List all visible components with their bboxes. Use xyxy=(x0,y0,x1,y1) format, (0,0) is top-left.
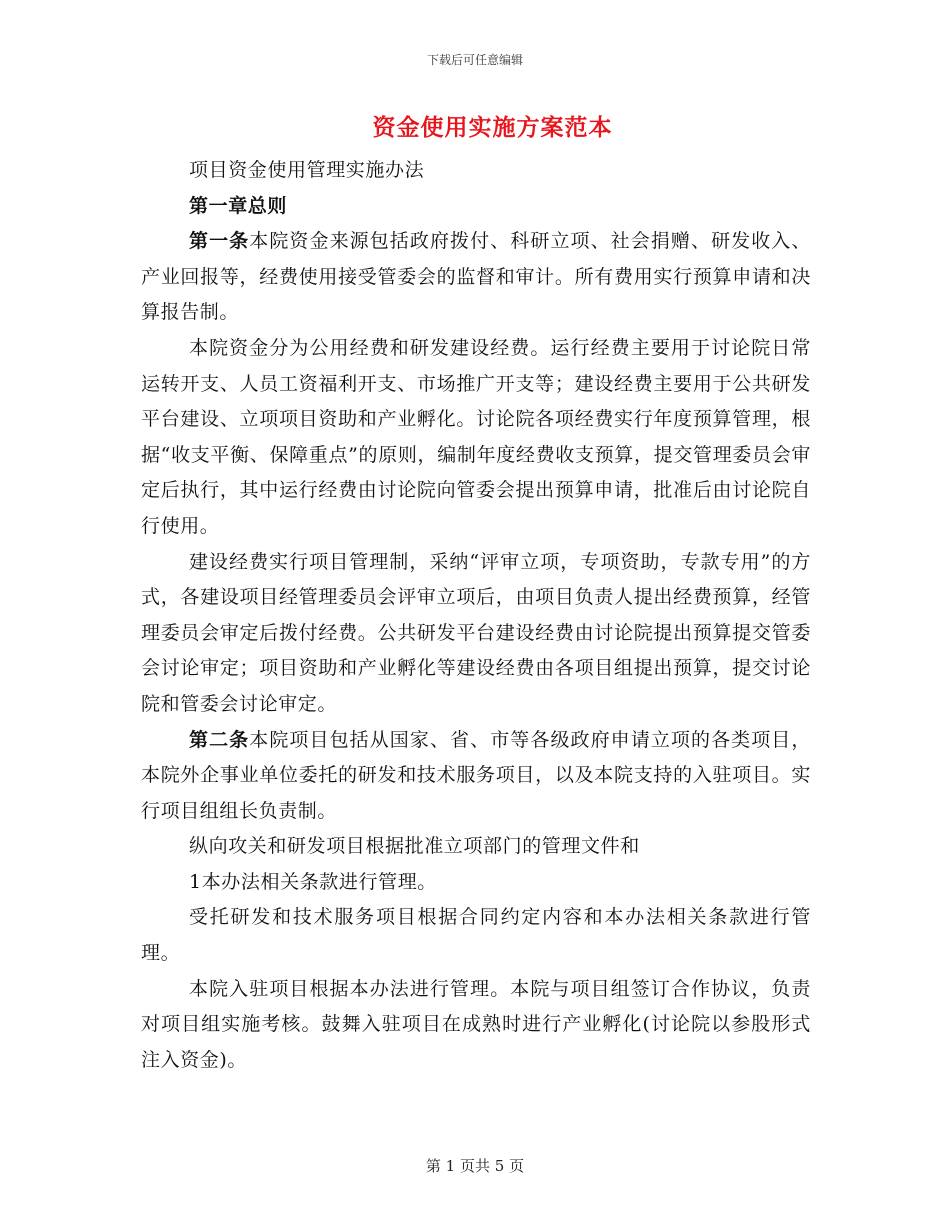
chapter-heading: 第一章总则 xyxy=(189,194,288,217)
article-2-text: 本院项目包括从国家、省、市等各级政府申请立项的各类项目，本院外企事业单位委托的研发和技术服务项目，以及本院支持的入驻项目。实行项目组组长负责制。 xyxy=(141,728,811,822)
article-2-label: 第二条 xyxy=(189,728,250,751)
construction-funds-paragraph: 建设经费实行项目管理制，采纳“评审立项，专项资助，专款专用”的方式，各建设项目经管理委员会评审立项后，由项目负责人提出经费预算，经管理委员会审定后拨付经费。公共研发平台建设经费由讨论院提出预算提交管委会讨论审定；项目资助和产业孵化等建设经费由各项目组提出预算，提交讨论院和管委会讨论审定。 xyxy=(141,550,811,715)
document-title: 资金使用实施方案范本 xyxy=(372,114,613,141)
document-body xyxy=(141,153,811,1078)
document-subtitle: 项目资金使用管理实施办法 xyxy=(189,159,425,181)
page-header-note: 下载后可任意编辑 xyxy=(426,53,523,67)
vertical-projects-paragraph: 纵向攻关和研发项目根据批准立项部门的管理文件和 xyxy=(189,835,640,858)
article-1-text: 本院资金来源包括政府拨付、科研立项、社会捐赠、研发收入、产业回报等，经费使用接受管委会的监督和审计。所有费用实行预算申请和决算报告制。 xyxy=(141,230,811,324)
funds-paragraph: 本院资金分为公用经费和研发建设经费。运行经费主要用于讨论院日常运转开支、人员工资福利开支、市场推广开支等；建设经费主要用于公共研发平台建设、立项项目资助和产业孵化。讨论院各项经费实行年度预算管理，根据“收支平衡、保障重点”的原则，编制年度经费收支预算，提交管理委员会审定后执行，其中运行经费由讨论院向管委会提出预算申请，批准后由讨论院自行使用。 xyxy=(141,336,811,537)
article-1-paragraph xyxy=(141,224,811,331)
commissioned-projects-paragraph: 受托研发和技术服务项目根据合同约定内容和本办法相关条款进行管理。 xyxy=(141,906,811,965)
incubation-paragraph: 本院入驻项目根据本办法进行管理。本院与项目组签订合作协议，负责对项目组实施考核。鼓舞入驻项目在成熟时进行产业孵化(讨论院以参股形式注入资金)。 xyxy=(141,977,811,1071)
page-footer-page-number: 第 1 页共 5 页 xyxy=(425,1157,525,1175)
article-1-label: 第一条 xyxy=(189,230,250,253)
article-2-paragraph xyxy=(141,723,811,830)
fragment-paragraph: 1本办法相关条款进行管理。 xyxy=(189,870,437,893)
